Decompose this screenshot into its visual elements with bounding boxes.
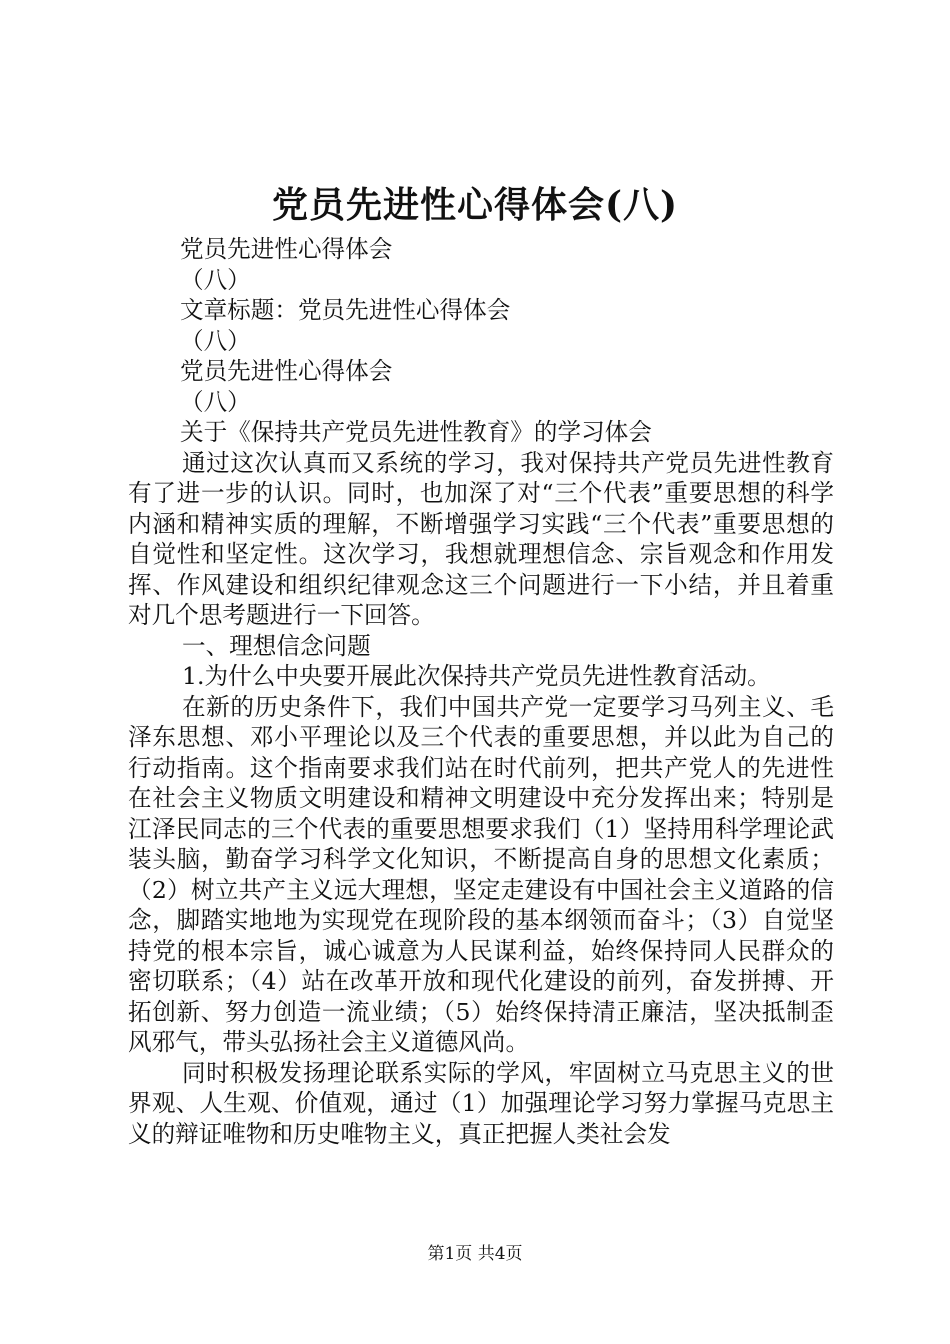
header-line: （八） [180,387,251,416]
section-heading: 一、理想信念问题 [182,631,371,660]
question-heading: 1.为什么中央要开展此次保持共产党员先进性教育活动。 [182,662,771,690]
paragraph: 在新的历史条件下，我们中国共产党一定要学习马列主义、毛泽东思想、邓小平理论以及三个代表的重要思想，并以此为自己的行动指南。这个指南要求我们站在时代前列，把共产党人的先进性在社会主义物质文明建设和精神文明建设中充分发挥出来；特别是江泽民同志的三个代表的重要思想要求我们（1）坚持用科学理论武装头脑，勤奋学习科学文化知识，不断提高自身的思想文化素质；（2）树立共产主义远大理想，坚定走建设有中国社会主义道路的信念，脚踏实地地为实现党在现阶段的基本纲领而奋斗；（3）自觉坚持党的根本宗旨，诚心诚意为人民谋利益，始终保持同人民群众的密切联系；（4）站在改革开放和现代化建设的前列，奋发拼搏、开拓创新、努力创造一流业绩；（5）始终保持清正廉洁，坚决抵制歪风邪气，带头弘扬社会主义道德风尚。 [128,692,834,1056]
page-footer: 第1页 共4页 [427,1244,523,1264]
header-line: 党员先进性心得体会 [180,357,393,385]
document-title: 党员先进性心得体会(八) [271,184,679,226]
article-heading: 关于《保持共产党员先进性教育》的学习体会 [180,418,652,446]
header-line: （八） [180,265,251,294]
paragraph: 通过这次认真而又系统的学习，我对保持共产党员先进性教育有了进一步的认识。同时，也加深了对“三个代表”重要思想的科学内涵和精神实质的理解，不断增强学习实践“三个代表”重要思想的自觉性和坚定性。这次学习，我想就理想信念、宗旨观念和作用发挥、作风建设和组织纪律观念这三个问题进行一下小结，并且着重对几个思考题进行一下回答。 [128,448,834,629]
paragraph: 同时积极发扬理论联系实际的学风，牢固树立马克思主义的世界观、人生观、价值观，通过（1）加强理论学习努力掌握马克思主义的辩证唯物和历史唯物主义，真正把握人类社会发 [128,1058,834,1148]
header-line: （八） [180,326,251,355]
document-body [128,234,834,1149]
header-line: 文章标题：党员先进性心得体会 [180,296,511,324]
header-line: 党员先进性心得体会 [180,235,393,263]
